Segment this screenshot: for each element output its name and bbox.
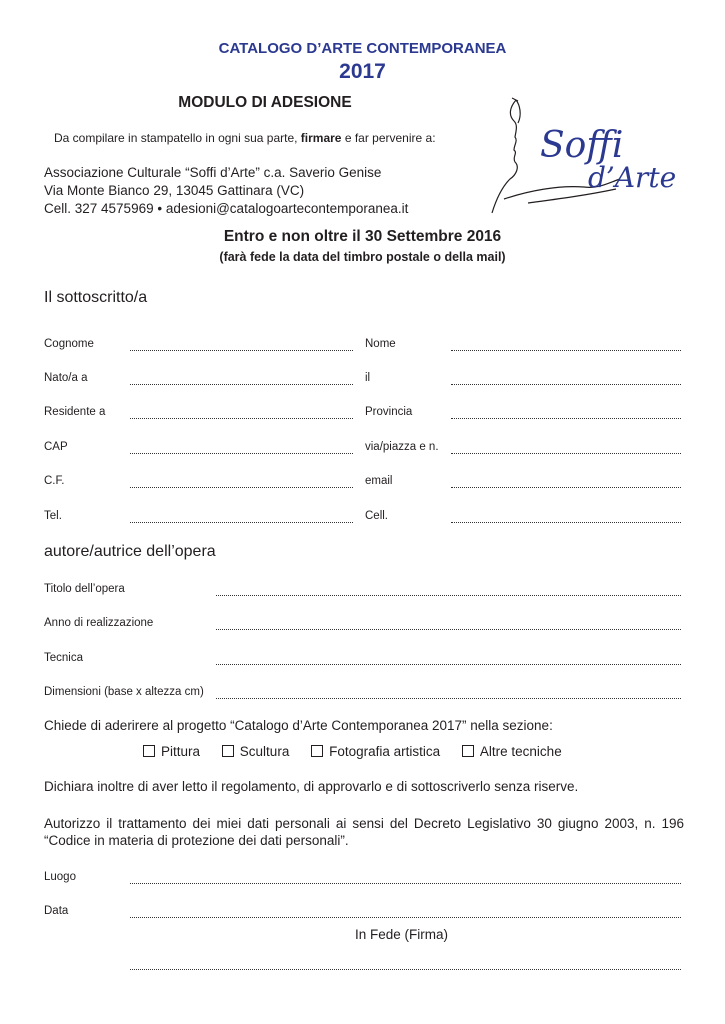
intro-before: Da compilare in stampatello in ogni sua parte,: [54, 131, 301, 145]
field-line-anno[interactable]: [216, 629, 681, 630]
field-label-provincia: Provincia: [365, 406, 413, 418]
field-line-data[interactable]: [130, 917, 681, 918]
field-label-email: email: [365, 475, 393, 487]
address-line-3: Cell. 327 4575969 • adesioni@catalogoartecontemporanea.it: [44, 201, 409, 216]
field-label-via: via/piazza e n.: [365, 441, 439, 453]
option-label-scultura: Scultura: [239, 744, 290, 759]
field-label-data: Data: [44, 905, 69, 917]
field-line-via[interactable]: [451, 453, 681, 454]
signature-label: In Fede (Firma): [355, 927, 449, 942]
field-label-luogo: Luogo: [44, 871, 76, 883]
privacy-text: Autorizzo il trattamento dei miei dati personali ai sensi del Decreto Legislativo 30 giugno 2003, n. 196 “Codice in materia di protezione dei dati personali”.: [44, 816, 684, 848]
section-options: [143, 744, 580, 759]
field-label-nato: Nato/a a: [44, 372, 88, 384]
artwork-heading: autore/autrice dell’opera: [44, 543, 216, 560]
declaration-text: Dichiara inoltre di aver letto il regolamento, di approvarlo e di sottoscriverlo senza riserve.: [44, 779, 579, 794]
catalog-year: 2017: [339, 60, 386, 83]
deadline-note: (farà fede la data del timbro postale o della mail): [219, 250, 506, 264]
field-line-email[interactable]: [451, 487, 681, 488]
option-label-pittura: Pittura: [161, 744, 201, 759]
logo-text-soffi: Soffi: [540, 125, 624, 166]
field-label-cell: Cell.: [365, 510, 389, 522]
field-line-dimensioni[interactable]: [216, 698, 681, 699]
field-line-cap[interactable]: [130, 453, 353, 454]
intro-bold: firmare: [300, 131, 342, 145]
subscriber-heading: Il sottoscritto/a: [44, 289, 148, 306]
field-label-anno: Anno di realizzazione: [44, 617, 154, 629]
signature-line[interactable]: [130, 969, 681, 970]
field-label-il: il: [365, 372, 371, 384]
option-scultura[interactable]: [222, 744, 290, 759]
option-altre-tecniche[interactable]: [462, 744, 562, 759]
field-line-cell[interactable]: [451, 522, 681, 523]
field-line-tel[interactable]: [130, 522, 353, 523]
intro-text: [54, 131, 436, 145]
field-label-titolo: Titolo dell’opera: [44, 583, 125, 595]
form-title: MODULO DI ADESIONE: [178, 94, 352, 111]
catalog-title: CATALOGO D’ARTE CONTEMPORANEA: [218, 40, 507, 57]
field-line-provincia[interactable]: [451, 418, 681, 419]
field-label-cognome: Cognome: [44, 338, 94, 350]
field-label-cf: C.F.: [44, 475, 65, 487]
deadline-text: Entro e non oltre il 30 Settembre 2016: [223, 228, 502, 245]
field-label-residente: Residente a: [44, 406, 106, 418]
address-line-1: Associazione Culturale “Soffi d’Arte” c.a. Saverio Genise: [44, 165, 382, 180]
intro-after: e far pervenire a:: [341, 131, 436, 145]
field-line-cf[interactable]: [130, 487, 353, 488]
option-label-altre: Altre tecniche: [479, 744, 562, 759]
field-line-luogo[interactable]: [130, 883, 681, 884]
address-line-2: Via Monte Bianco 29, 13045 Gattinara (VC): [44, 183, 305, 198]
checkbox-scultura[interactable]: [222, 745, 234, 757]
field-line-nato[interactable]: [130, 384, 353, 385]
option-pittura[interactable]: [143, 744, 200, 759]
logo-text-darte: d’Arte: [588, 161, 677, 194]
field-line-titolo[interactable]: [216, 595, 681, 596]
checkbox-fotografia[interactable]: [311, 745, 323, 757]
field-label-dimensioni: Dimensioni (base x altezza cm): [44, 686, 204, 698]
option-label-fotografia: Fotografia artistica: [329, 744, 441, 759]
field-line-nome[interactable]: [451, 350, 681, 351]
request-text: Chiede di aderirere al progetto “Catalogo d’Arte Contemporanea 2017” nella sezione:: [44, 718, 553, 733]
field-line-il[interactable]: [451, 384, 681, 385]
field-line-cognome[interactable]: [130, 350, 353, 351]
soffi-darte-logo: [488, 95, 688, 220]
field-label-nome: Nome: [365, 338, 396, 350]
field-line-residente[interactable]: [130, 418, 353, 419]
checkbox-pittura[interactable]: [143, 745, 155, 757]
checkbox-altre-tecniche[interactable]: [462, 745, 474, 757]
field-label-cap: CAP: [44, 441, 68, 453]
option-fotografia[interactable]: [311, 744, 440, 759]
field-label-tel: Tel.: [44, 510, 62, 522]
field-label-tecnica: Tecnica: [44, 652, 83, 664]
field-line-tecnica[interactable]: [216, 664, 681, 665]
